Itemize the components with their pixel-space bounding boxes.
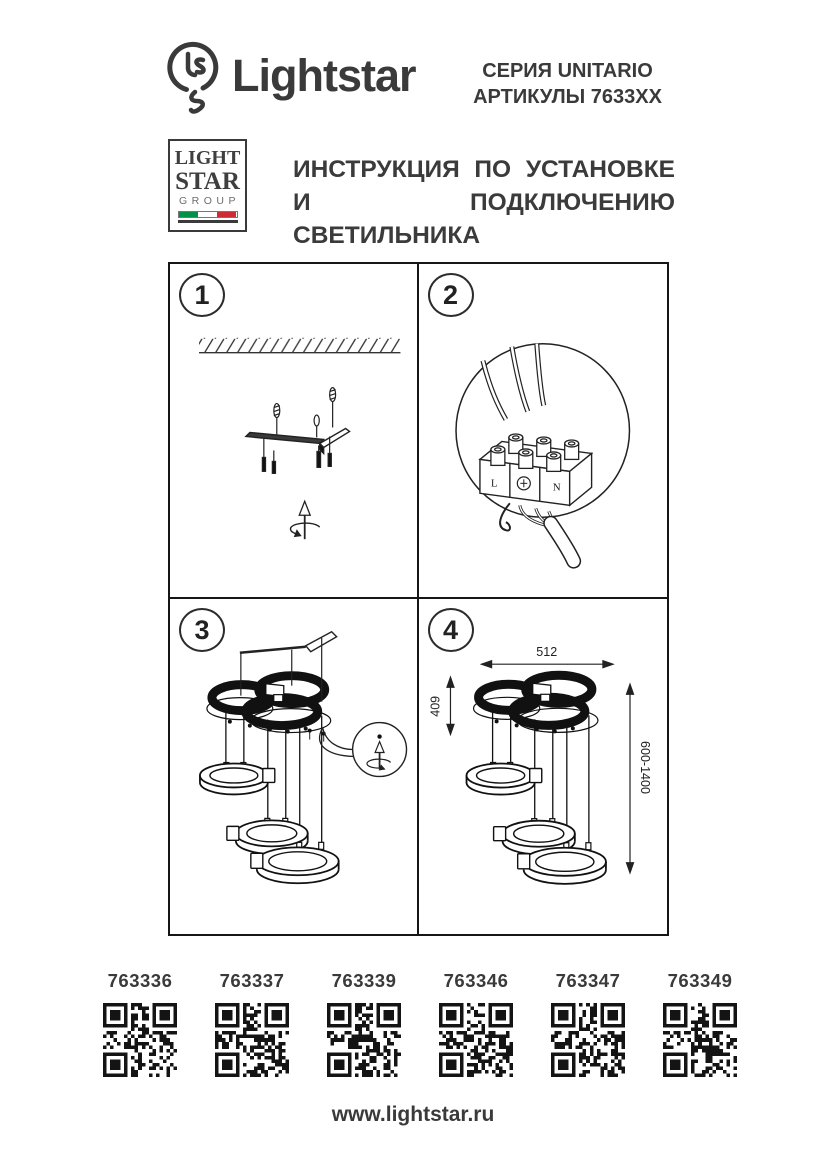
group-logo-group: GROUP [178, 195, 240, 207]
article-number: 763336 [107, 970, 173, 991]
lightbulb-logo-icon [162, 38, 226, 122]
terminal-n-label: N [552, 481, 561, 494]
step-3-badge: 3 [179, 608, 225, 652]
brand-wordmark: Lightstar [232, 50, 416, 101]
step-1-badge: 1 [179, 273, 225, 317]
article-column [426, 970, 526, 1077]
step-4-panel [419, 599, 668, 934]
article-column [650, 970, 750, 1077]
qr-code [426, 1003, 526, 1077]
dim-drop-label: 600-1400 [637, 741, 652, 794]
step-4-badge: 4 [428, 608, 474, 652]
group-logo-light: LIGHT [174, 147, 241, 169]
step-1-panel [170, 264, 419, 599]
article-column [90, 970, 190, 1077]
article-number: 763349 [667, 970, 733, 991]
title-line-1: ИНСТРУКЦИЯ ПО УСТАНОВКЕ [293, 156, 675, 183]
flag-underline [178, 220, 238, 223]
qr-code [650, 1003, 750, 1077]
step-2-panel [419, 264, 668, 599]
website-url: www.lightstar.ru [331, 1103, 495, 1126]
article-column [314, 970, 414, 1077]
italian-flag-icon [178, 211, 238, 218]
series-header [455, 58, 680, 110]
terminal-l-label: L [490, 477, 498, 490]
series-name: СЕРИЯ UNITARIO [482, 60, 653, 82]
article-number: 763346 [443, 970, 509, 991]
page-title [293, 153, 675, 252]
article-range: АРТИКУЛЫ 7633XX [473, 86, 662, 108]
dim-width-label: 512 [535, 645, 557, 660]
group-logo-star: STAR [175, 168, 240, 195]
qr-code [314, 1003, 414, 1077]
article-number: 763347 [555, 970, 621, 991]
step-2-badge: 2 [428, 273, 474, 317]
article-column [202, 970, 302, 1077]
article-number: 763337 [219, 970, 285, 991]
step-3-panel [170, 599, 419, 934]
title-line-2: И ПОДКЛЮЧЕНИЮ СВЕТИЛЬНИКА [293, 189, 675, 249]
qr-code [202, 1003, 302, 1077]
qr-code [538, 1003, 638, 1077]
group-logo [168, 139, 247, 232]
qr-code [90, 1003, 190, 1077]
article-qr-row [90, 970, 750, 1077]
article-number: 763339 [331, 970, 397, 991]
article-column [538, 970, 638, 1077]
steps-grid [168, 262, 669, 936]
dim-canopy-label: 409 [427, 695, 442, 717]
